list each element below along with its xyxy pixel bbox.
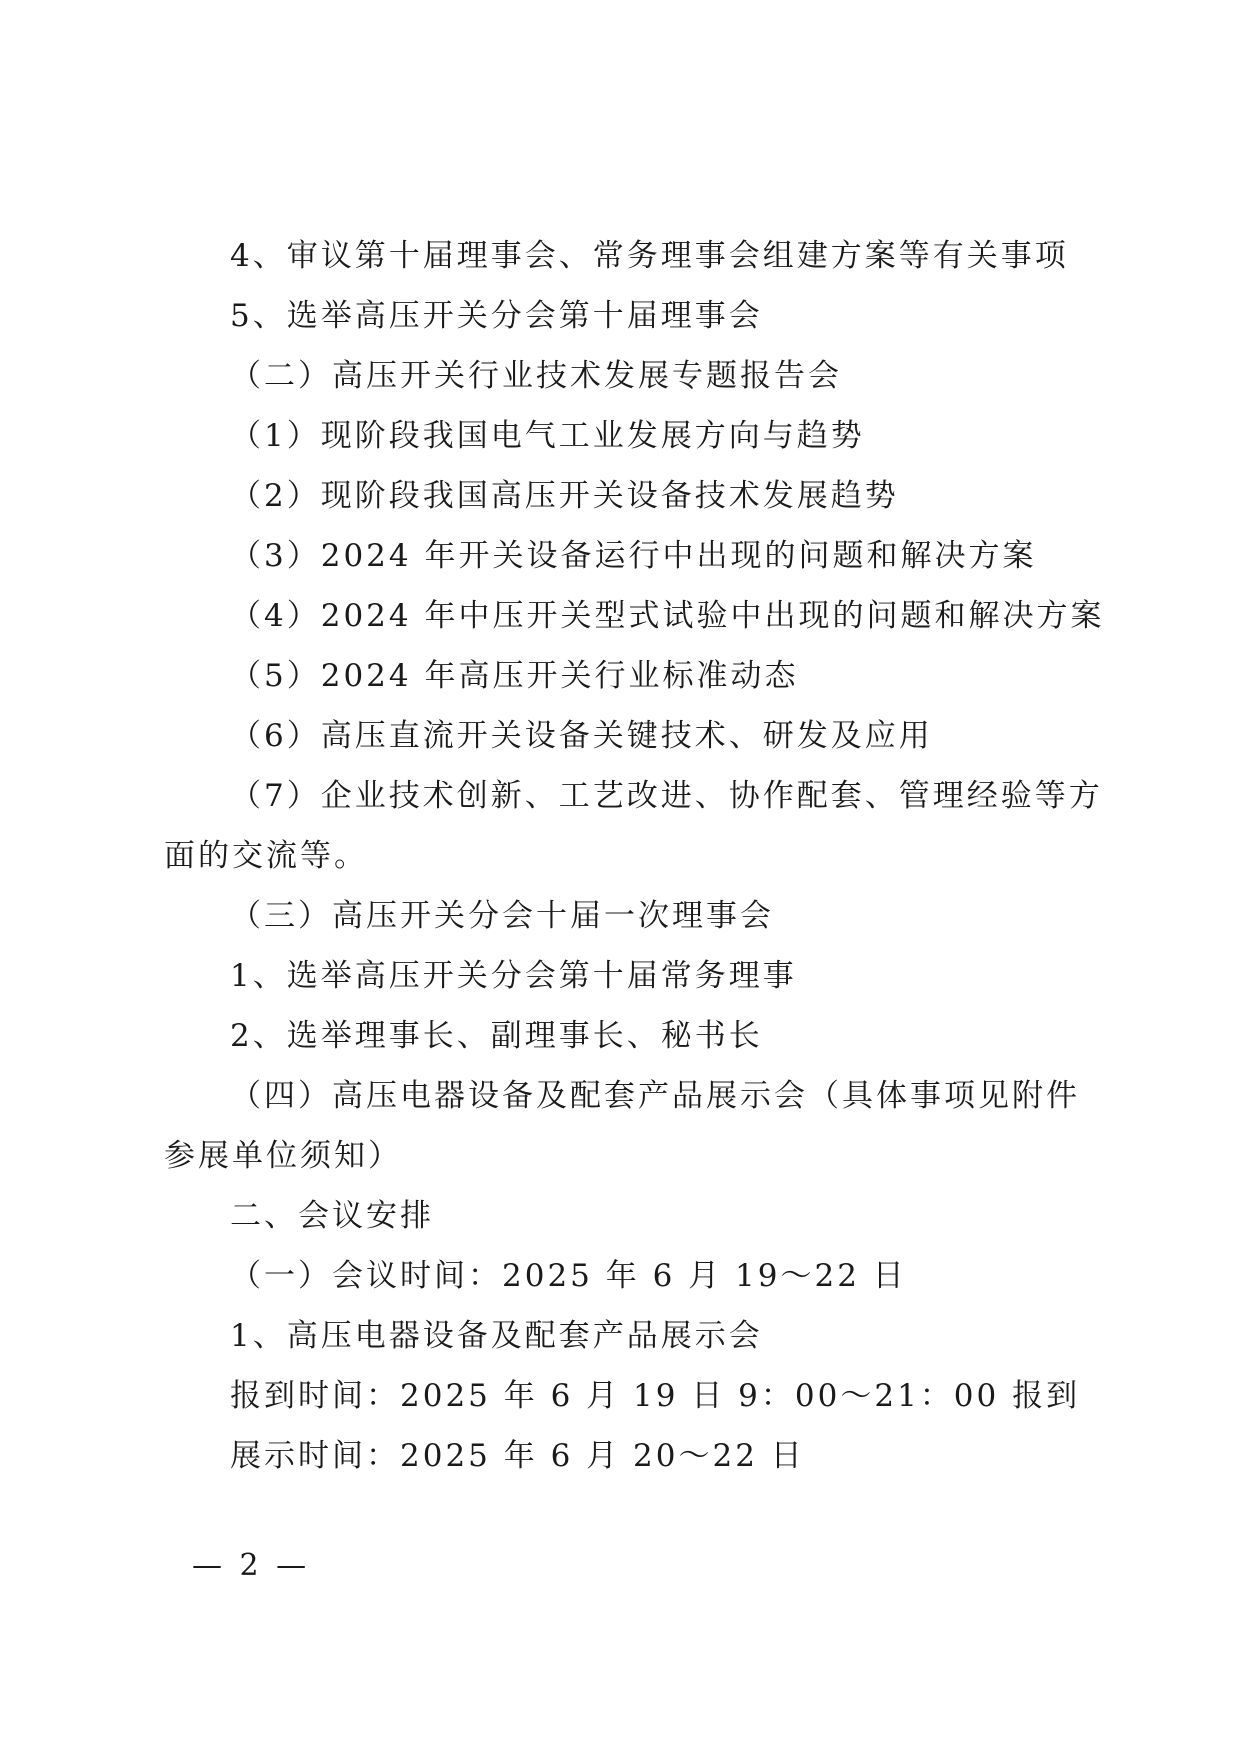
- section-heading-council-meeting: （三）高压开关分会十届一次理事会: [230, 898, 774, 934]
- report-item-5: （5）2024 年高压开关行业标准动态: [230, 658, 799, 694]
- report-item-2: （2）现阶段我国高压开关设备技术发展趋势: [230, 478, 899, 514]
- registration-time: 报到时间：2025 年 6 月 19 日 9：00～21：00 报到: [230, 1378, 1081, 1414]
- section-heading-exhibition-continued: 参展单位须知）: [164, 1138, 402, 1174]
- report-item-7-continued: 面的交流等。: [164, 838, 368, 874]
- section-heading-report-meeting: （二）高压开关行业技术发展专题报告会: [230, 358, 842, 394]
- meeting-time: （一）会议时间：2025 年 6 月 19～22 日: [230, 1258, 907, 1294]
- exhibition-time: 展示时间：2025 年 6 月 20～22 日: [230, 1438, 805, 1474]
- text-line-agenda-item-4: 4、审议第十届理事会、常务理事会组建方案等有关事项: [230, 238, 1069, 274]
- council-item-1: 1、选举高压开关分会第十届常务理事: [230, 958, 797, 994]
- page-number: — 2 —: [192, 1548, 311, 1583]
- exhibition-heading: 1、高压电器设备及配套产品展示会: [230, 1318, 763, 1354]
- council-item-2: 2、选举理事长、副理事长、秘书长: [230, 1018, 763, 1054]
- report-item-1: （1）现阶段我国电气工业发展方向与趋势: [230, 418, 865, 454]
- report-item-3: （3）2024 年开关设备运行中出现的问题和解决方案: [230, 538, 1037, 574]
- heading-meeting-arrangements: 二、会议安排: [230, 1198, 434, 1234]
- section-heading-exhibition: （四）高压电器设备及配套产品展示会（具体事项见附件: [230, 1078, 1080, 1114]
- text-line-agenda-item-5: 5、选举高压开关分会第十届理事会: [230, 298, 763, 334]
- report-item-6: （6）高压直流开关设备关键技术、研发及应用: [230, 718, 933, 754]
- report-item-7: （7）企业技术创新、工艺改进、协作配套、管理经验等方: [230, 778, 1103, 814]
- report-item-4: （4）2024 年中压开关型式试验中出现的问题和解决方案: [230, 598, 1105, 634]
